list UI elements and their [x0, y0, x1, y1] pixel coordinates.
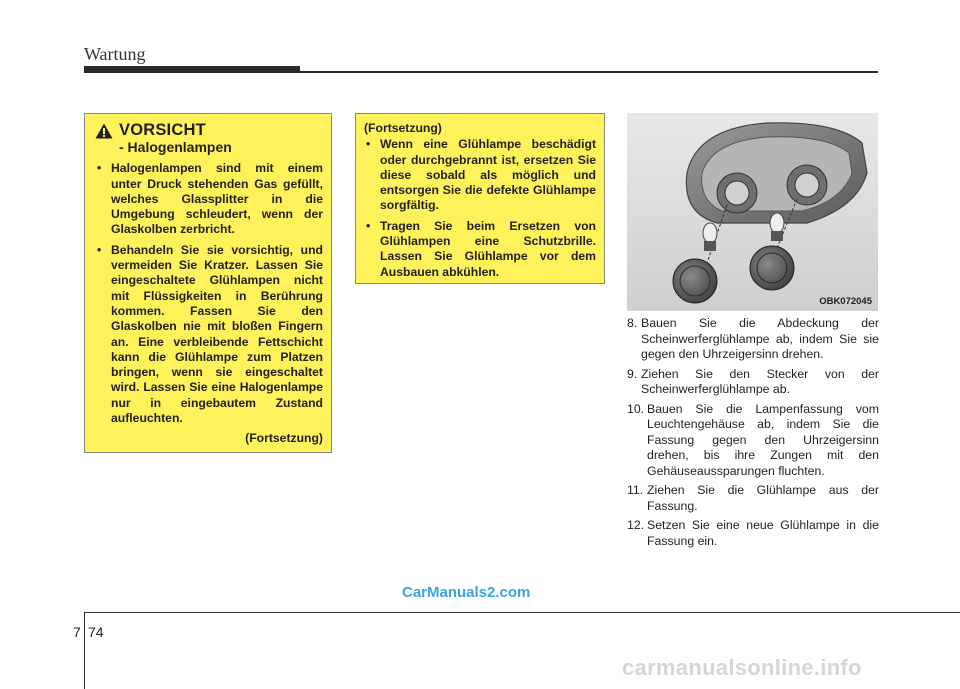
- step-text: Ziehen Sie den Stecker von der Scheinwerferglühlampe ab.: [641, 366, 879, 396]
- chapter-number: 7: [73, 624, 81, 640]
- continuation-bullet: • Wenn eine Glühlampe beschädigt oder durchgebrannt ist, ersetzen Sie diese sobald als möglich und entsorgen Sie die defekte Glühlampe sorgfältig.: [364, 137, 596, 213]
- step-text: Bauen Sie die Abdeckung der Scheinwerferglühlampe ab, indem Sie sie gegen den Uhrzeigersinn drehen.: [641, 316, 879, 361]
- step-item: [627, 367, 879, 398]
- step-item: [627, 483, 879, 514]
- page-number-value: 74: [88, 624, 104, 640]
- continuation-bullet: • Tragen Sie beim Ersetzen von Glühlampen eine Schutzbrille. Lassen Sie Glühlampe vor dem Ausbauen abkühlen.: [364, 219, 596, 280]
- caution-bullet-list: [95, 161, 323, 426]
- step-text: Ziehen Sie die Glühlampe aus der Fassung.: [647, 483, 879, 513]
- site-watermark: carmanualsonline.info: [622, 655, 862, 680]
- header-rule: [300, 71, 878, 73]
- watermark-link[interactable]: CarManuals2.com: [402, 584, 531, 601]
- step-text: Setzen Sie eine neue Glühlampe in die Fassung ein.: [647, 518, 879, 548]
- footer-rule: [84, 612, 960, 613]
- instruction-steps: [627, 316, 879, 553]
- caution-bullet: • Behandeln Sie sie vorsichtig, und vermeiden Sie Kratzer. Lassen Sie eingeschaltete Glühlampen nicht mit Flüssigkeiten in Berührung kommen. Fassen Sie den Glaskolben nie mit bloßen Fingern an. Eine verbleibende Fettschicht kann die Glühlampe zum Platzen bringen, wenn sie eingeschaltet wird. Lassen Sie eine Halogenlampe nur in eingebautem Zustand aufleuchten.: [95, 243, 323, 427]
- caution-bullet: • Halogenlampen sind mit einem unter Druck stehenden Gas gefüllt, welches Glassplitter in die Umgebung schleudert, wenn der Glaskolben zerbricht.: [95, 161, 323, 237]
- caution-heading: [95, 123, 323, 139]
- headlamp-photo: [627, 113, 878, 311]
- step-text: Bauen Sie die Lampenfassung vom Leuchtengehäuse ab, indem Sie die Fassung gegen den Uhrzeigersinn drehen, bis ihre Zungen mit den Gehäuseaussparungen fluchten.: [647, 401, 879, 478]
- continuation-bullet-list: [364, 137, 596, 280]
- step-number: 9.: [627, 366, 638, 381]
- figure-code: OBK072045: [819, 296, 872, 307]
- step-number: 8.: [627, 316, 638, 330]
- step-item: [627, 402, 879, 480]
- warning-triangle-icon: [95, 123, 113, 139]
- footer-divider: [84, 612, 85, 689]
- step-item: [627, 518, 879, 549]
- caution-subtitle: - Halogenlampen: [119, 139, 232, 155]
- continued-note: (Fortsetzung): [245, 431, 323, 446]
- headlamp-illustration: [627, 113, 878, 311]
- continuation-heading: (Fortsetzung): [364, 121, 442, 135]
- header-bar: [84, 66, 300, 73]
- step-number: 12.: [627, 518, 645, 532]
- caution-title: VORSICHT: [119, 121, 206, 140]
- step-number: 11.: [627, 483, 644, 497]
- section-title: Wartung: [84, 44, 146, 64]
- caution-box: [84, 113, 332, 453]
- step-item: [627, 316, 879, 363]
- continuation-box: [355, 113, 605, 284]
- step-number: 10.: [627, 401, 645, 416]
